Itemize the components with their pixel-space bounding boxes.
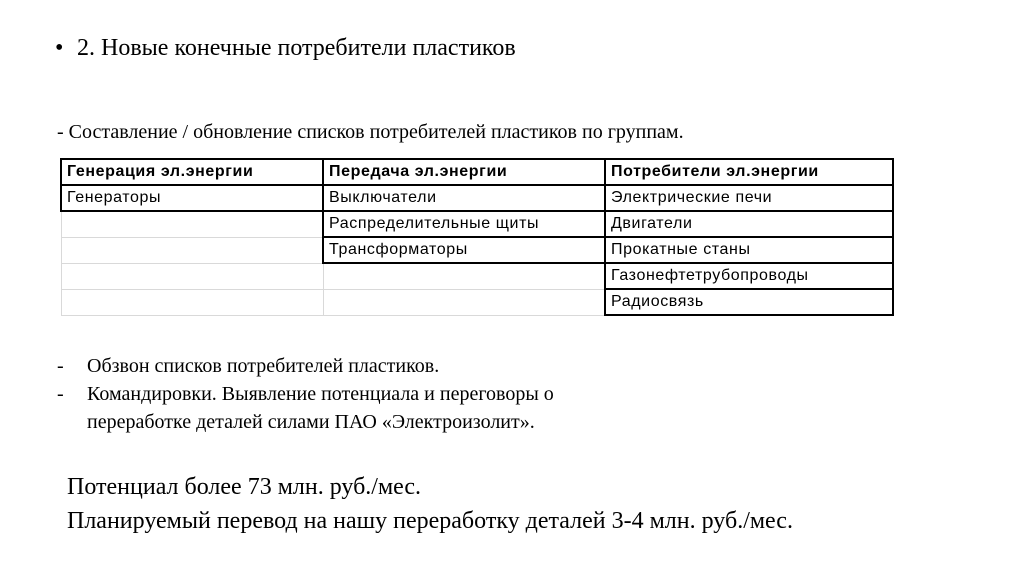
list-item xyxy=(57,352,554,380)
table-cell: Распределительные щиты xyxy=(323,211,605,237)
list-item-text-continued: переработке деталей силами ПАО «Электроизолит». xyxy=(87,411,535,433)
table-cell: Выключатели xyxy=(323,185,605,211)
consumers-table xyxy=(60,158,894,316)
list-dash: - xyxy=(57,383,64,405)
table-cell: Прокатные станы xyxy=(605,237,893,263)
table-row xyxy=(61,237,893,263)
table-cell xyxy=(61,263,323,289)
summary-planned: Планируемый перевод на нашу переработку деталей 3-4 млн. руб./мес. xyxy=(67,508,793,534)
slide-heading xyxy=(55,32,516,64)
list-dash: - xyxy=(57,355,64,377)
table-cell: Радиосвязь xyxy=(605,289,893,315)
table-row xyxy=(61,289,893,315)
header-consumers: Потребители эл.энергии xyxy=(605,159,893,185)
list-item-text: Командировки. Выявление потенциала и переговоры о xyxy=(87,383,554,405)
table-cell: Двигатели xyxy=(605,211,893,237)
table-cell xyxy=(323,289,605,315)
header-generation: Генерация эл.энергии xyxy=(61,159,323,185)
table-row xyxy=(61,211,893,237)
heading-text: 2. Новые конечные потребители пластиков xyxy=(77,35,516,61)
table-cell xyxy=(61,211,323,237)
table-cell xyxy=(61,237,323,263)
list-item xyxy=(57,380,554,436)
heading-bullet: • xyxy=(55,35,64,61)
summary-potential: Потенциал более 73 млн. руб./мес. xyxy=(67,474,422,500)
table-row xyxy=(61,185,893,211)
summary xyxy=(67,470,793,538)
table-cell: Электрические печи xyxy=(605,185,893,211)
table-cell xyxy=(323,263,605,289)
table-header-row xyxy=(61,159,893,185)
table-caption: - Составление / обновление списков потребителей пластиков по группам. xyxy=(57,121,684,143)
task-list xyxy=(57,352,554,436)
header-transmission: Передача эл.энергии xyxy=(323,159,605,185)
table-cell: Генераторы xyxy=(61,185,323,211)
table-cell: Газонефтетрубопроводы xyxy=(605,263,893,289)
list-item-text: Обзвон списков потребителей пластиков. xyxy=(87,355,440,377)
table-row xyxy=(61,263,893,289)
table-cell: Трансформаторы xyxy=(323,237,605,263)
table-cell xyxy=(61,289,323,315)
